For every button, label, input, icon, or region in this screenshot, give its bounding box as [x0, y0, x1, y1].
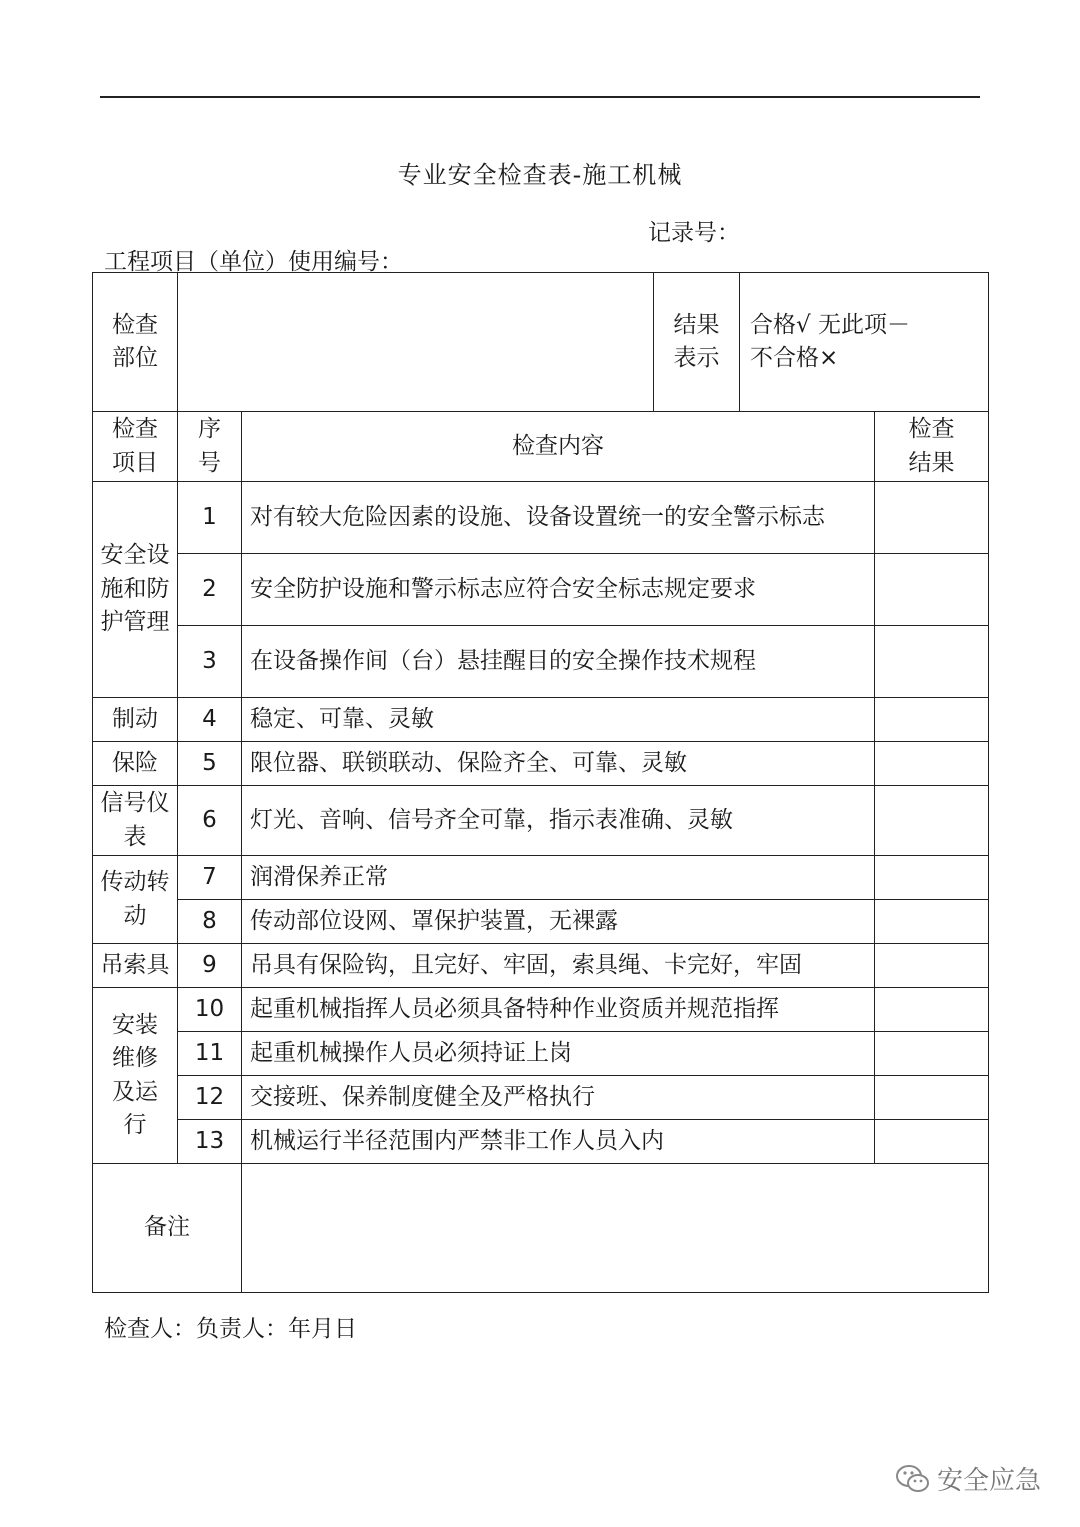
row-result-cell[interactable]	[875, 988, 989, 1032]
row-seq: 1	[178, 482, 242, 554]
category-braking: 制动	[93, 698, 178, 742]
row-seq: 9	[178, 944, 242, 988]
table-row	[93, 1032, 989, 1076]
row-seq: 8	[178, 900, 242, 944]
category-insurance: 保险	[93, 742, 178, 786]
row-seq: 4	[178, 698, 242, 742]
page-title: 专业安全检查表-施工机械	[397, 161, 683, 189]
row-result-cell[interactable]	[875, 482, 989, 554]
table-row	[93, 482, 989, 554]
row-result-cell[interactable]	[875, 626, 989, 698]
row-seq: 6	[178, 786, 242, 856]
row-content: 吊具有保险钩，且完好、牢固，索具绳、卡完好，牢固	[242, 944, 875, 988]
watermark	[895, 1460, 1041, 1497]
row-content: 起重机械指挥人员必须具备特种作业资质并规范指挥	[242, 988, 875, 1032]
row-result-cell[interactable]	[875, 742, 989, 786]
inspection-table	[92, 272, 989, 1293]
row-result-cell[interactable]	[875, 1032, 989, 1076]
row-seq: 3	[178, 626, 242, 698]
row-seq: 5	[178, 742, 242, 786]
remarks-field[interactable]	[242, 1164, 989, 1293]
row-result-cell[interactable]	[875, 1076, 989, 1120]
column-header-seq: 序号	[178, 412, 242, 482]
table-row	[93, 554, 989, 626]
row-result-cell[interactable]	[875, 856, 989, 900]
table-row	[93, 626, 989, 698]
signature-line: 检查人：负责人：年月日	[104, 1316, 357, 1342]
row-seq: 11	[178, 1032, 242, 1076]
check-location-label: 检查部位	[93, 273, 178, 412]
category-transmission: 传动转动	[93, 856, 178, 944]
row-content: 稳定、可靠、灵敏	[242, 698, 875, 742]
row-content: 对有较大危险因素的设施、设备设置统一的安全警示标志	[242, 482, 875, 554]
table-row	[93, 944, 989, 988]
category-installation-maintenance: 安装维修及运行	[93, 988, 178, 1164]
top-rule	[100, 96, 980, 98]
column-header-content: 检查内容	[242, 412, 875, 482]
table-row	[93, 742, 989, 786]
row-content: 安全防护设施和警示标志应符合安全标志规定要求	[242, 554, 875, 626]
row-result-cell[interactable]	[875, 698, 989, 742]
table-row	[93, 1076, 989, 1120]
row-result-cell[interactable]	[875, 900, 989, 944]
row-seq: 10	[178, 988, 242, 1032]
row-result-cell[interactable]	[875, 554, 989, 626]
row-content: 交接班、保养制度健全及严格执行	[242, 1076, 875, 1120]
row-content: 在设备操作间（台）悬挂醒目的安全操作技术规程	[242, 626, 875, 698]
result-legend-line2: 不合格×	[750, 345, 839, 371]
record-number-label: 记录号：	[648, 220, 740, 246]
project-number-label: 工程项目（单位）使用编号：	[104, 249, 403, 275]
table-row	[93, 1120, 989, 1164]
result-legend-line1: 合格√ 无此项－	[750, 311, 910, 338]
result-legend	[740, 273, 989, 412]
category-signal-instruments: 信号仪表	[93, 786, 178, 856]
row-content: 传动部位设网、罩保护装置，无裸露	[242, 900, 875, 944]
row-seq: 2	[178, 554, 242, 626]
table-row	[93, 786, 989, 856]
row-seq: 13	[178, 1120, 242, 1164]
remarks-row	[93, 1164, 989, 1293]
result-legend-label: 结果表示	[654, 273, 740, 412]
wechat-icon	[895, 1464, 931, 1494]
remarks-label: 备注	[93, 1164, 242, 1293]
row-content: 灯光、音响、信号齐全可靠，指示表准确、灵敏	[242, 786, 875, 856]
category-safety-facilities: 安全设施和防护管理	[93, 482, 178, 698]
row-result-cell[interactable]	[875, 944, 989, 988]
column-header-result: 检查结果	[875, 412, 989, 482]
table-row	[93, 698, 989, 742]
category-rigging: 吊索具	[93, 944, 178, 988]
column-header-item: 检查项目	[93, 412, 178, 482]
row-content: 限位器、联锁联动、保险齐全、可靠、灵敏	[242, 742, 875, 786]
row-result-cell[interactable]	[875, 1120, 989, 1164]
row-seq: 7	[178, 856, 242, 900]
row-seq: 12	[178, 1076, 242, 1120]
table-row	[93, 988, 989, 1032]
watermark-text: 安全应急	[937, 1466, 1042, 1496]
check-location-field[interactable]	[178, 273, 654, 412]
table-row	[93, 856, 989, 900]
row-content: 机械运行半径范围内严禁非工作人员入内	[242, 1120, 875, 1164]
row-content: 润滑保养正常	[242, 856, 875, 900]
table-row	[93, 900, 989, 944]
row-result-cell[interactable]	[875, 786, 989, 856]
row-content: 起重机械操作人员必须持证上岗	[242, 1032, 875, 1076]
